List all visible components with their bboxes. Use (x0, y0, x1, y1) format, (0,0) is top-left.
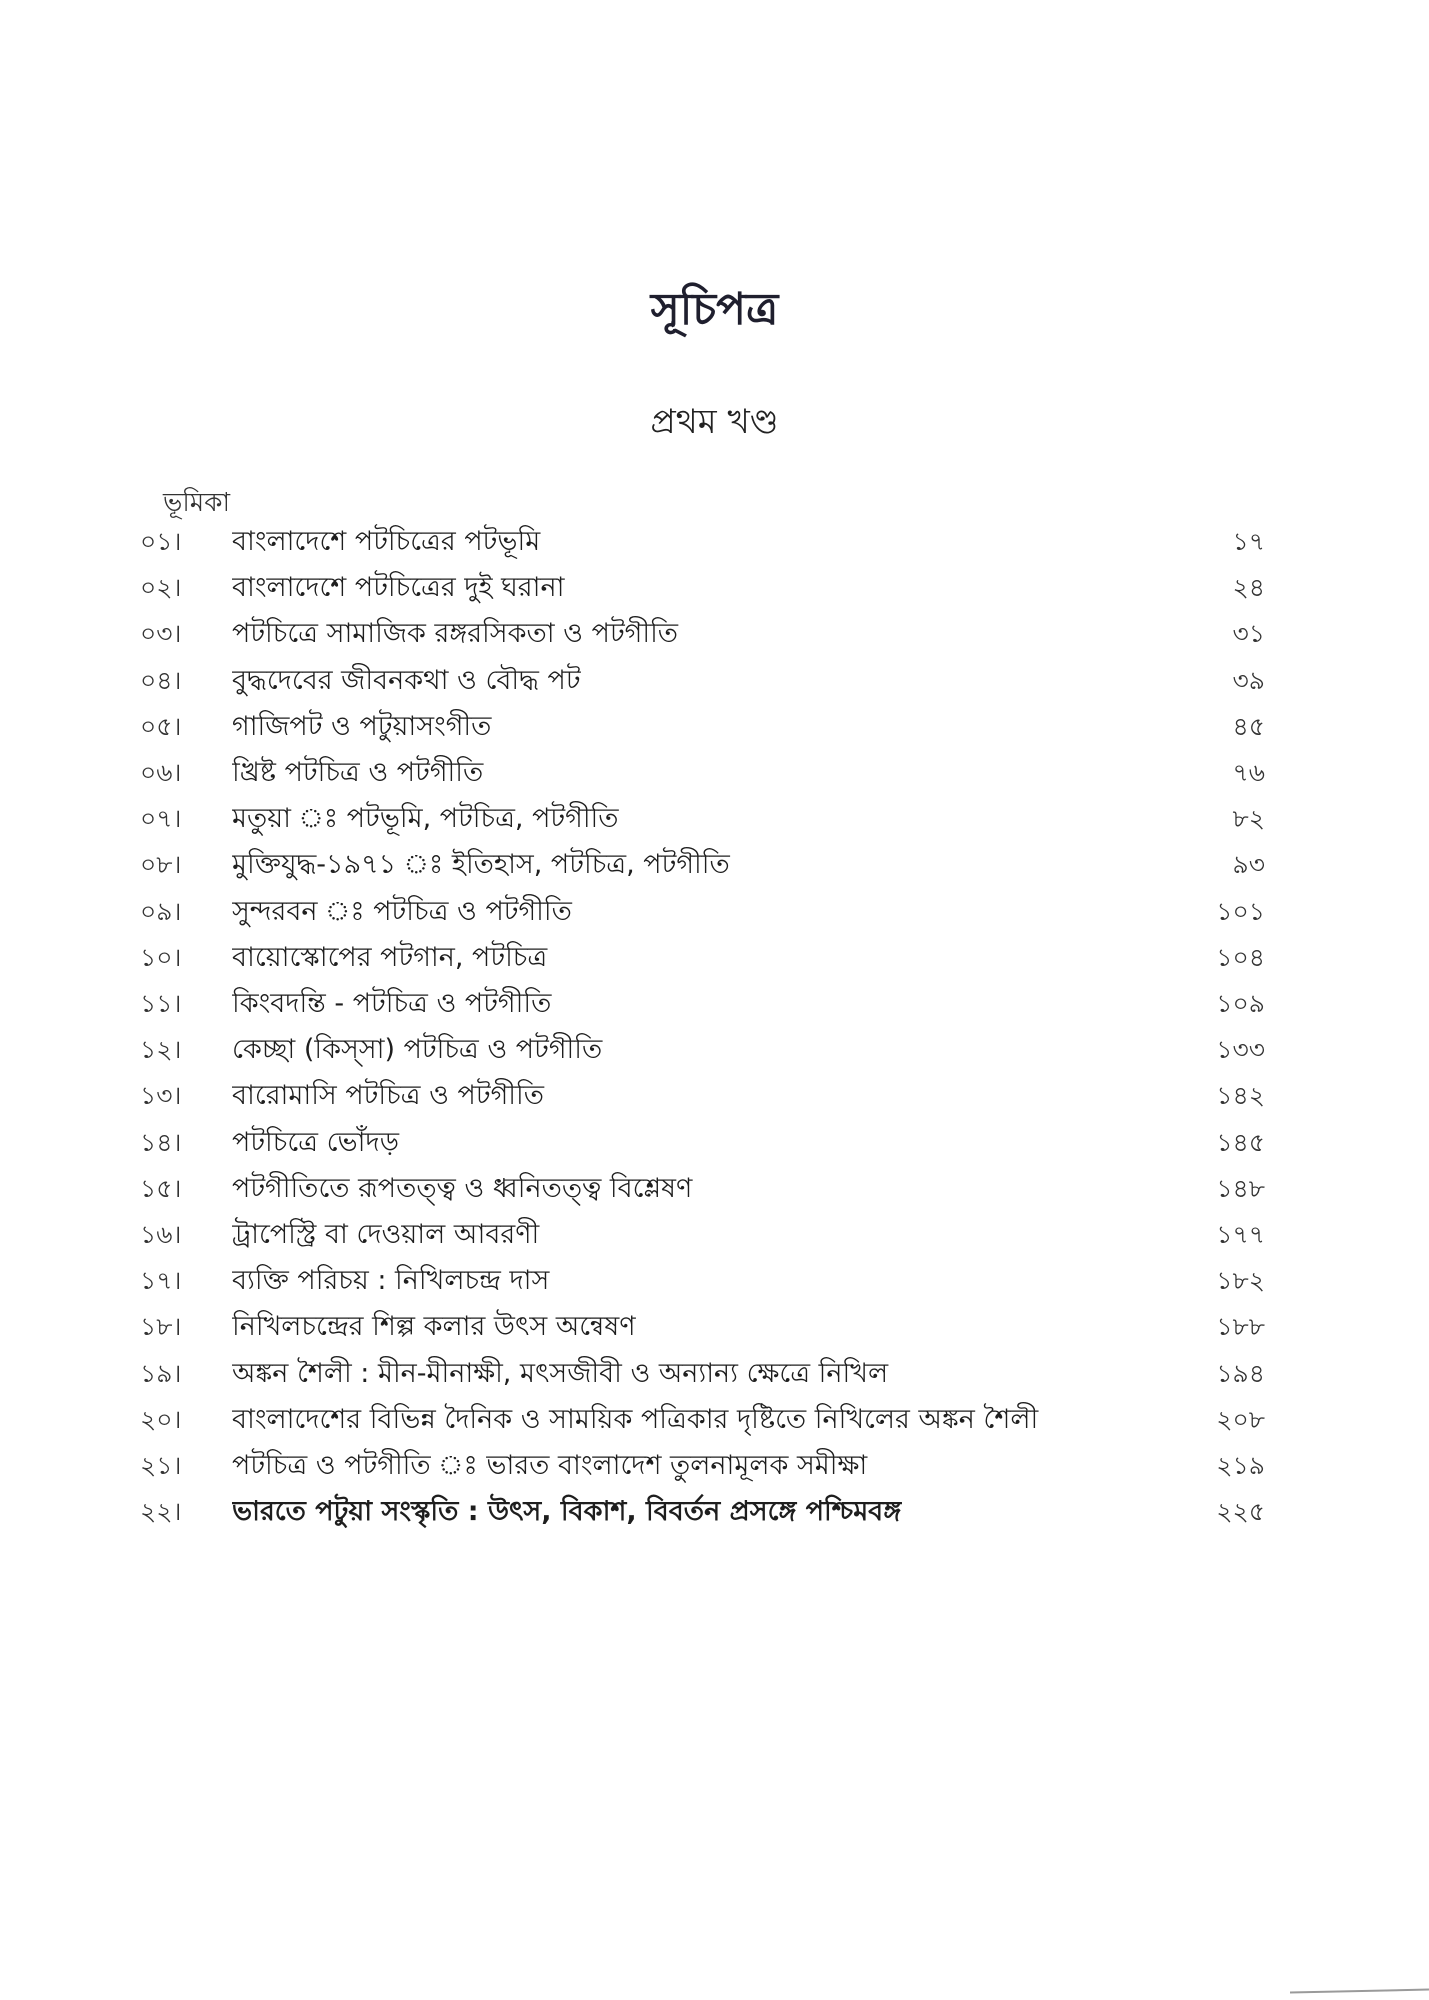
toc-entry (140, 938, 1265, 978)
toc-entry-title: পটচিত্র ও পটগীতি ঃ ভারত বাংলাদেশ তুলনামূলক সমীক্ষা (232, 1450, 868, 1481)
toc-entry-title: মুক্তিযুদ্ধ-১৯৭১ ঃ ইতিহাস, পটচিত্র, পটগীতি (232, 849, 730, 880)
toc-entry (140, 1215, 1265, 1255)
toc-entry-number: ২২। (140, 1497, 182, 1526)
toc-entry-number: ০১। (140, 527, 182, 556)
toc-entry-page-number: ১৪২ (1216, 1081, 1265, 1110)
toc-entry (140, 845, 1265, 885)
toc-entry-number: ১৬। (140, 1220, 182, 1249)
toc-entry-title: বায়োস্কোপের পটগান, পটচিত্র (232, 942, 548, 973)
toc-entry (140, 1076, 1265, 1116)
toc-entry-title: পটচিত্রে ভোঁদড় (232, 1127, 399, 1158)
toc-entry-number: ২১। (140, 1451, 182, 1480)
toc-entry (140, 614, 1265, 654)
toc-entry (140, 799, 1265, 839)
toc-entry-number: ১০। (140, 943, 182, 972)
toc-entry-number: ১১। (140, 989, 182, 1018)
toc-entry-page-number: ১০৪ (1216, 943, 1265, 972)
toc-entry-title: বাংলাদেশে পটচিত্রের দুই ঘরানা (232, 572, 565, 603)
toc-entry-title: বাংলাদেশের বিভিন্ন দৈনিক ও সাময়িক পত্রিকার দৃষ্টিতে নিখিলের অঙ্কন শৈলী (232, 1404, 1039, 1435)
toc-entry-title: বারোমাসি পটচিত্র ও পটগীতি (232, 1080, 545, 1111)
toc-entry-title: বুদ্ধদেবের জীবনকথা ও বৌদ্ধ পট (232, 665, 581, 696)
toc-entry (140, 707, 1265, 747)
toc-entry-number: ০৫। (140, 712, 182, 741)
toc-entry-number: ০৪। (140, 666, 182, 695)
toc-entry (140, 1261, 1265, 1301)
toc-entry-number: ১৫। (140, 1174, 182, 1203)
toc-entry-number: ০৩। (140, 619, 182, 648)
toc-entry (140, 1446, 1265, 1486)
toc-entry-number: ০৭। (140, 804, 182, 833)
toc-entry-number: ১২। (140, 1035, 182, 1064)
section-subtitle: প্রথম খণ্ড (650, 402, 779, 442)
toc-entry-page-number: ৯৩ (1232, 850, 1265, 879)
toc-entry-page-number: ১০৯ (1216, 989, 1265, 1018)
toc-entry-page-number: ১৮২ (1216, 1266, 1265, 1295)
toc-entry (140, 753, 1265, 793)
toc-entry-page-number: ১৪৫ (1216, 1128, 1265, 1157)
toc-entry-number: ২০। (140, 1405, 182, 1434)
toc-entry-page-number: ১৮৮ (1216, 1312, 1265, 1341)
toc-entry-title: কেচ্ছা (কিস্‌সা) পটচিত্র ও পটগীতি (232, 1034, 603, 1065)
toc-entry-number: ১৭। (140, 1266, 182, 1295)
toc-entry (140, 1307, 1265, 1347)
toc-entry-title: মতুয়া ঃ পটভূমি, পটচিত্র, পটগীতি (232, 803, 619, 834)
toc-entry-page-number: ২২৫ (1216, 1497, 1265, 1526)
introduction-heading: ভূমিকা (163, 488, 230, 518)
toc-entry-number: ০৬। (140, 758, 182, 787)
toc-entry-title: নিখিলচন্দ্রের শিল্প কলার উৎস অন্বেষণ (232, 1311, 636, 1342)
toc-entry (140, 1030, 1265, 1070)
toc-entry-title: খ্রিষ্ট পটচিত্র ও পটগীতি (232, 757, 484, 788)
toc-entry (140, 1492, 1265, 1532)
toc-entry (140, 984, 1265, 1024)
toc-entry-number: ০৯। (140, 897, 182, 926)
toc-entry-page-number: ১৪৮ (1216, 1174, 1265, 1203)
toc-entry-page-number: ৭৬ (1232, 758, 1265, 787)
toc-entry-title: বাংলাদেশে পটচিত্রের পটভূমি (232, 526, 541, 557)
toc-entry-page-number: ২৪ (1232, 573, 1265, 602)
toc-entry-page-number: ৩৯ (1232, 666, 1265, 695)
toc-entry (140, 1400, 1265, 1440)
toc-entry (140, 1169, 1265, 1209)
page-title: সূচিপত্র (650, 284, 779, 335)
toc-entry-number: ১৯। (140, 1359, 182, 1388)
toc-entry-page-number: ১৯৪ (1216, 1359, 1265, 1388)
toc-entry-number: ১৩। (140, 1081, 182, 1110)
toc-entry (140, 522, 1265, 562)
toc-entry-title: গাজিপট ও পটুয়াসংগীত (232, 711, 492, 742)
toc-entry-page-number: ১৭৭ (1216, 1220, 1265, 1249)
toc-entry-title: অঙ্কন শৈলী : মীন-মীনাক্ষী, মৎসজীবী ও অন্যান্য ক্ষেত্রে নিখিল (232, 1358, 889, 1389)
toc-entry-page-number: ৪৫ (1232, 712, 1265, 741)
toc-entry (140, 1123, 1265, 1163)
toc-entry-number: ১৮। (140, 1312, 182, 1341)
toc-entry (140, 1354, 1265, 1394)
toc-entry-title: ব্যক্তি পরিচয় : নিখিলচন্দ্র দাস (232, 1265, 550, 1296)
toc-entry-title: ট্রাপেস্ট্রি বা দেওয়াল আবরণী (232, 1219, 540, 1250)
toc-entry-title: কিংবদন্তি - পটচিত্র ও পটগীতি (232, 988, 552, 1019)
toc-entry-number: ১৪। (140, 1128, 182, 1157)
toc-entry-page-number: ১০১ (1216, 897, 1265, 926)
toc-entry-page-number: ১৩৩ (1216, 1035, 1265, 1064)
toc-entry-number: ০৮। (140, 850, 182, 879)
toc-entry-page-number: ৩১ (1232, 619, 1265, 648)
toc-entry (140, 661, 1265, 701)
toc-entry-title: পটগীতিতে রূপতত্ত্ব ও ধ্বনিতত্ত্ব বিশ্লেষণ (232, 1173, 693, 1204)
toc-entry-title: সুন্দরবন ঃ পটচিত্র ও পটগীতি (232, 896, 572, 927)
toc-entry-page-number: ১৭ (1232, 527, 1265, 556)
toc-entry-page-number: ২১৯ (1216, 1451, 1265, 1480)
toc-entry-number: ০২। (140, 573, 182, 602)
toc-entry-title: পটচিত্রে সামাজিক রঙ্গরসিকতা ও পটগীতি (232, 618, 679, 649)
toc-entry-page-number: ৮২ (1232, 804, 1265, 833)
toc-entry (140, 892, 1265, 932)
toc-entry-page-number: ২০৮ (1216, 1405, 1265, 1434)
toc-entry (140, 568, 1265, 608)
toc-entry-title: ভারতে পটুয়া সংস্কৃতি : উৎস, বিকাশ, বিবর্তন প্রসঙ্গে পশ্চিমবঙ্গ (232, 1496, 902, 1527)
